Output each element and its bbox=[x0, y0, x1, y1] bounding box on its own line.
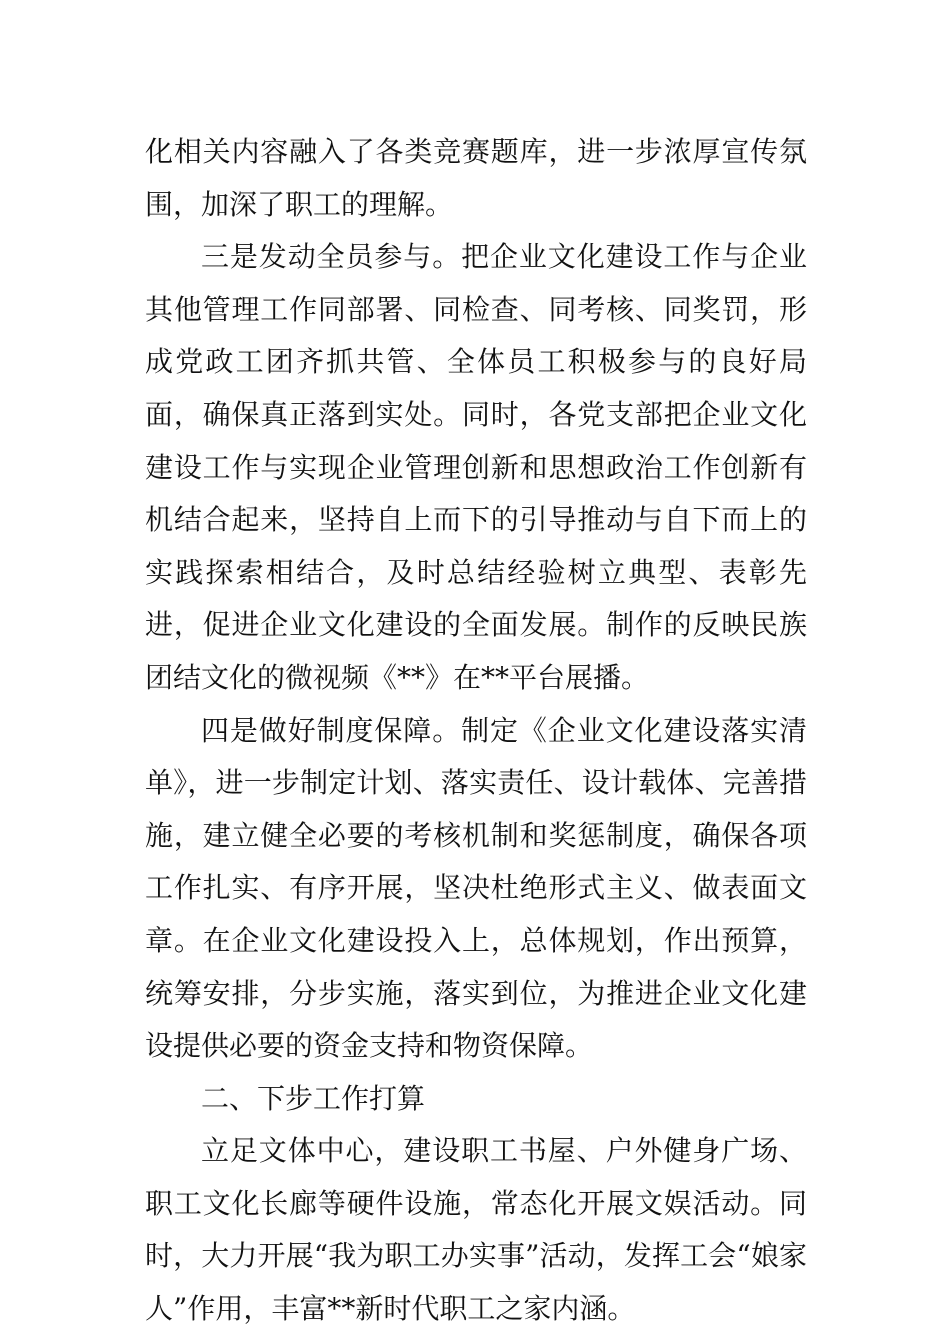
document-body bbox=[145, 126, 807, 1336]
continued-paragraph: 化相关内容融入了各类竞赛题库，进一步浓厚宣传氛围，加深了职工的理解。 bbox=[145, 135, 807, 221]
paragraph-next-steps: 立足文体中心，建设职工书屋、户外健身广场、职工文化长廊等硬件设施，常态化开展文娱活动。同时，大力开展“我为职工办实事”活动，发挥工会“娘家人”作用，丰富**新时代职工之家内涵。 bbox=[145, 1134, 807, 1326]
paragraph-point-four: 四是做好制度保障。制定《企业文化建设落实清单》，进一步制定计划、落实责任、设计载体、完善措施，建立健全必要的考核机制和奖惩制度，确保各项工作扎实、有序开展，坚决杜绝形式主义、做表面文章。在企业文化建设投入上，总体规划，作出预算，统筹安排，分步实施，落实到位，为推进企业文化建设提供必要的资金支持和物资保障。 bbox=[145, 713, 807, 1063]
section-heading-next-steps: 二、下步工作打算 bbox=[201, 1081, 426, 1115]
paragraph-point-three: 三是发动全员参与。把企业文化建设工作与企业其他管理工作同部署、同检查、同考核、同奖罚，形成党政工团齐抓共管、全体员工积极参与的良好局面，确保真正落到实处。同时，各党支部把企业文化建设工作与实现企业管理创新和思想政治工作创新有机结合起来，坚持自上而下的引导推动与自下而上的实践探索相结合，及时总结经验树立典型、表彰先进，促进企业文化建设的全面发展。制作的反映民族团结文化的微视频《**》在**平台展播。 bbox=[145, 240, 807, 694]
